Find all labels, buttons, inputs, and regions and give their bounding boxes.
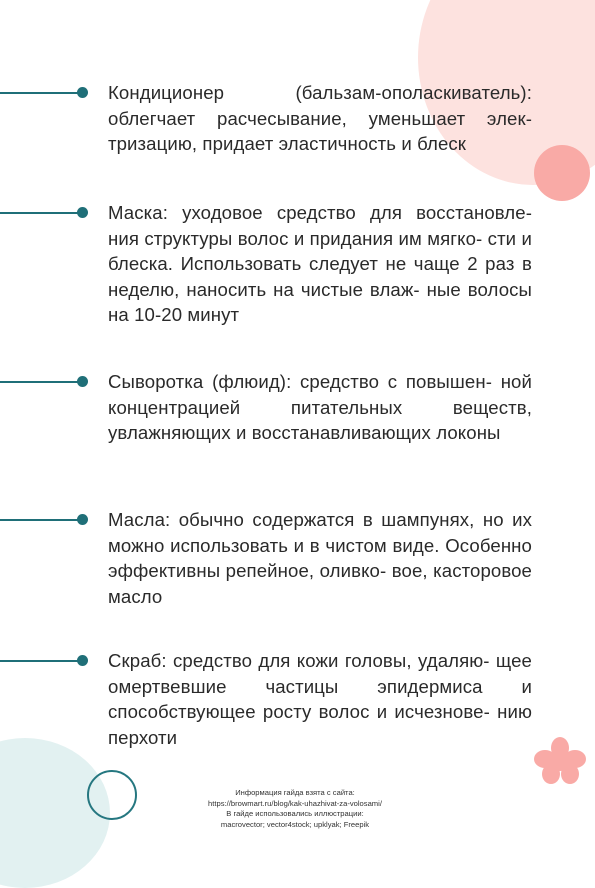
- item-text: Сыворотка (флюид): средство с повышен- ной концентрацией питательных веществ, увлажняющих и восстанавливающих локоны: [108, 371, 532, 443]
- bullet-dot: [77, 207, 88, 218]
- bullet-dot: [77, 87, 88, 98]
- footer-illustrations-label: В гайде использовались иллюстрации:: [226, 809, 364, 819]
- bullet-line: [0, 660, 80, 662]
- bullet-line: [0, 212, 80, 214]
- footer-credits: [170, 788, 420, 830]
- bullet-line: [0, 92, 80, 94]
- bullet-dot: [77, 514, 88, 525]
- footer-source-url[interactable]: https://browmart.ru/blog/kak-uhazhivat-za-volosami/: [208, 798, 382, 808]
- bullet-dot: [77, 376, 88, 387]
- footer-illustrations-credits: macrovector; vector4stock; upklyak; Freepik: [220, 819, 370, 829]
- decorative-circle-bottom-left: [0, 738, 110, 888]
- bullet-line: [0, 519, 80, 521]
- bullet-line: [0, 381, 80, 383]
- item-text: Масла: обычно содержатся в шампунях, но их можно использовать и в чистом виде. Особенно эффективны репейное, оливко- вое, касторовое масло: [108, 509, 532, 607]
- footer-source-label: Информация гайда взята с сайта:: [235, 788, 355, 797]
- item-text: Кондиционер (бальзам-ополаскиватель): облегчает расчесывание, уменьшает элек- тризацию, придает эластичность и блеск: [108, 82, 532, 154]
- decorative-circle-coral: [534, 145, 590, 201]
- bullet-dot: [77, 655, 88, 666]
- flower-icon: [527, 735, 593, 785]
- item-text: Скраб: средство для кожи головы, удаляю- щее омертвевшие частицы эпидермиса и способствующее росту волос и исчезнове- нию перхоти: [108, 650, 532, 748]
- item-text: Маска: уходовое средство для восстановле- ния структуры волос и придания им мягко- сти и блеска. Использовать следует не чаще 2 раз в неделю, наносить на чистые влаж- ные волосы на 10-20 минут: [108, 202, 532, 325]
- decorative-ring: [87, 770, 137, 820]
